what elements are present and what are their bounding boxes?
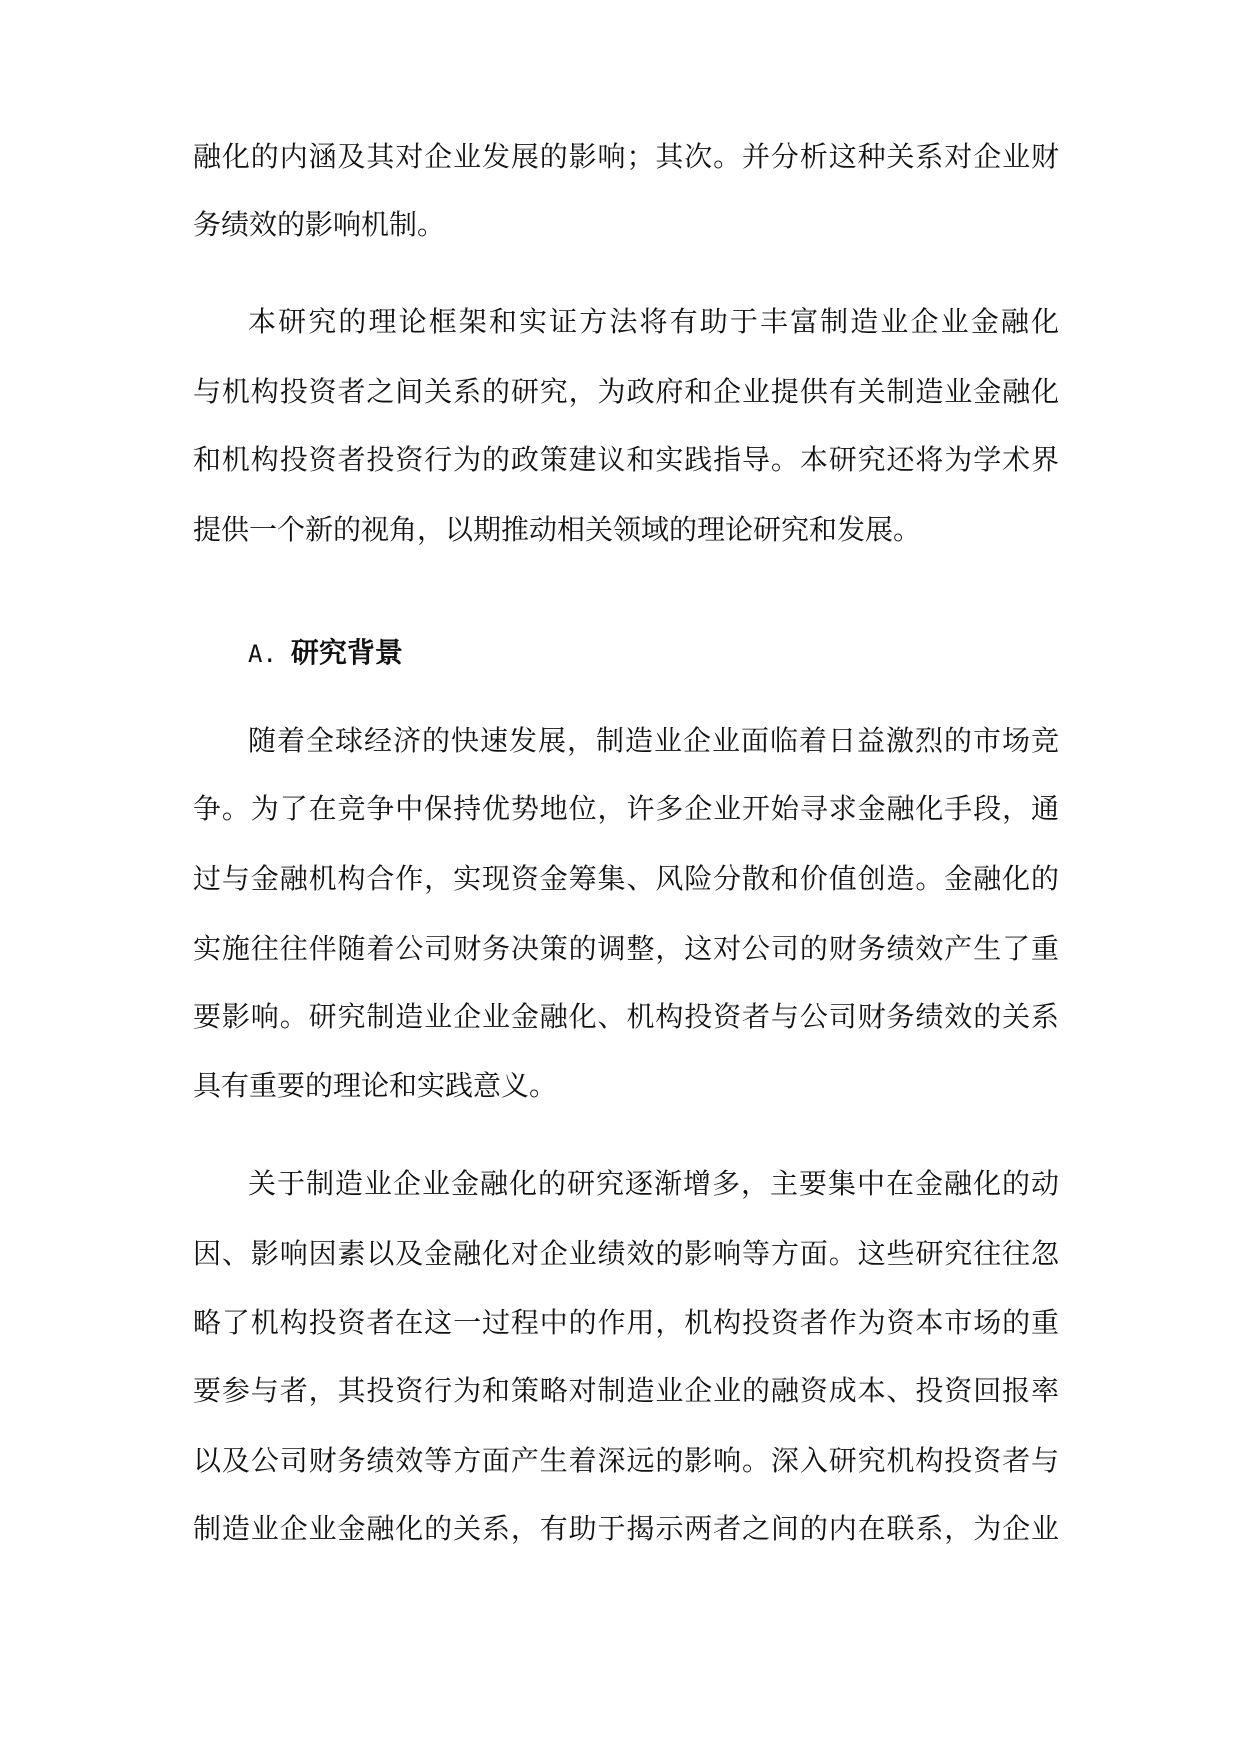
- paragraph-4-line-6: 制造业企业金融化的关系，有助于揭示两者之间的内在联系，为企业: [193, 1512, 1059, 1545]
- section-heading: [248, 633, 403, 673]
- section-heading-title: 研究背景: [290, 636, 403, 669]
- paragraph-1-line-1: 融化的内涵及其对企业发展的影响；其次。并分析这种关系对企业财: [193, 140, 1059, 173]
- paragraph-4-line-5: 以及公司财务绩效等方面产生着深远的影响。深入研究机构投资者与: [193, 1444, 1059, 1477]
- paragraph-4-line-4: 要参与者，其投资行为和策略对制造业企业的融资成本、投资回报率: [193, 1374, 1059, 1407]
- paragraph-3-line-4: 实施往往伴随着公司财务决策的调整，这对公司的财务绩效产生了重: [193, 932, 1059, 965]
- paragraph-2-line-2: 与机构投资者之间关系的研究，为政府和企业提供有关制造业金融化: [193, 375, 1059, 408]
- paragraph-3-line-6: 具有重要的理论和实践意义。: [193, 1069, 558, 1102]
- paragraph-3-line-3: 过与金融机构合作，实现资金筹集、风险分散和价值创造。金融化的: [193, 862, 1059, 895]
- paragraph-4-line-3: 略了机构投资者在这一过程中的作用，机构投资者作为资本市场的重: [193, 1306, 1059, 1339]
- paragraph-4-line-1: 关于制造业企业金融化的研究逐渐增多，主要集中在金融化的动: [248, 1167, 1059, 1200]
- paragraph-1-line-2: 务绩效的影响机制。: [193, 208, 446, 241]
- section-heading-label: A.: [248, 640, 277, 668]
- paragraph-3-line-2: 争。为了在竞争中保持优势地位，许多企业开始寻求金融化手段，通: [193, 792, 1059, 825]
- paragraph-2-line-3: 和机构投资者投资行为的政策建议和实践指导。本研究还将为学术界: [193, 443, 1059, 476]
- paragraph-2-line-1: 本研究的理论框架和实证方法将有助于丰富制造业企业金融化: [248, 305, 1059, 338]
- paragraph-3-line-5: 要影响。研究制造业企业金融化、机构投资者与公司财务绩效的关系: [193, 1000, 1059, 1033]
- paragraph-2-line-4: 提供一个新的视角，以期推动相关领域的理论研究和发展。: [193, 513, 922, 546]
- paragraph-4-line-2: 因、影响因素以及金融化对企业绩效的影响等方面。这些研究往往忽: [193, 1237, 1059, 1270]
- paragraph-3-line-1: 随着全球经济的快速发展，制造业企业面临着日益激烈的市场竞: [248, 724, 1059, 757]
